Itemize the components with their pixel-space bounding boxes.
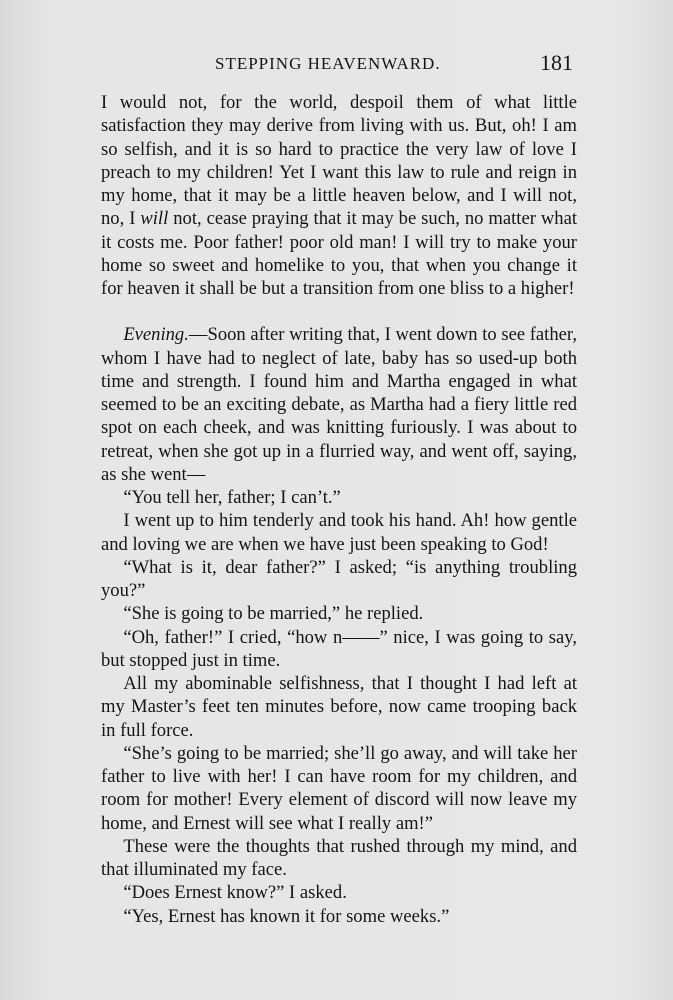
paragraph-text: not, cease praying that it may be such, no matter what it costs me. Poor father! poor old man! I will try to make your home so sweet and homelike to you, that when you change it for heaven it shall be but a transition from one bliss to a higher!	[101, 208, 577, 299]
paragraph: I went up to him tenderly and took his hand. Ah! how gentle and loving we are when we have just been speaking to God!	[101, 510, 577, 555]
paragraph: “Does Ernest know?” I asked.	[123, 882, 347, 904]
running-title: STEPPING HEAVENWARD.	[215, 54, 441, 73]
section-break	[101, 300, 577, 323]
paragraph: “What is it, dear father?” I asked; “is anything troubling you?”	[101, 556, 577, 601]
paragraph: “Oh, father!” I cried, “how n——” nice, I was going to say, but stopped just in time.	[101, 626, 577, 671]
paragraph: These were the thoughts that rushed through my mind, and that illuminated my face.	[101, 835, 577, 880]
paragraph-text: —Soon after writing that, I went down to see father, whom I have had to neglect of late, baby has so used-up both time and strength. I found him and Martha engaged in what seemed to be an exciting debate, as Martha had a fiery little red spot on each cheek, and was knitting furiously. I was about to retreat, when she got up in a flurried way, and went off, saying, as she went—	[101, 324, 577, 485]
paragraph: “You tell her, father; I can’t.”	[123, 487, 341, 508]
paragraph: “She’s going to be married; she’ll go away, and will take her father to live with her! I can have room for my children, and room for mother! Every element of discord will now leave my home, and Ernest will see what I really am!”	[101, 742, 577, 834]
paragraph-text: I would not, for the world, despoil them of what little satisfaction they may derive from living with us. But, oh! I am so selfish, and it is so hard to practice the very law of love I preach to my children! Yet I want this law to rule and reign in my home, that it may be a little heaven below, and I will not, no, I	[101, 92, 577, 230]
page-number: 181	[540, 50, 573, 75]
paragraph	[101, 323, 577, 486]
paragraph	[101, 91, 577, 300]
body-text	[101, 91, 577, 928]
paragraph: “Yes, Ernest has known it for some weeks.”	[123, 905, 450, 927]
section-lead: Evening.	[123, 324, 189, 346]
paragraph: “She is going to be married,” he replied.	[123, 603, 424, 625]
paragraph: All my abominable selfishness, that I thought I had left at my Master’s feet ten minutes before, now came trooping back in full force.	[101, 673, 577, 741]
emphasis-text: will	[140, 208, 169, 230]
